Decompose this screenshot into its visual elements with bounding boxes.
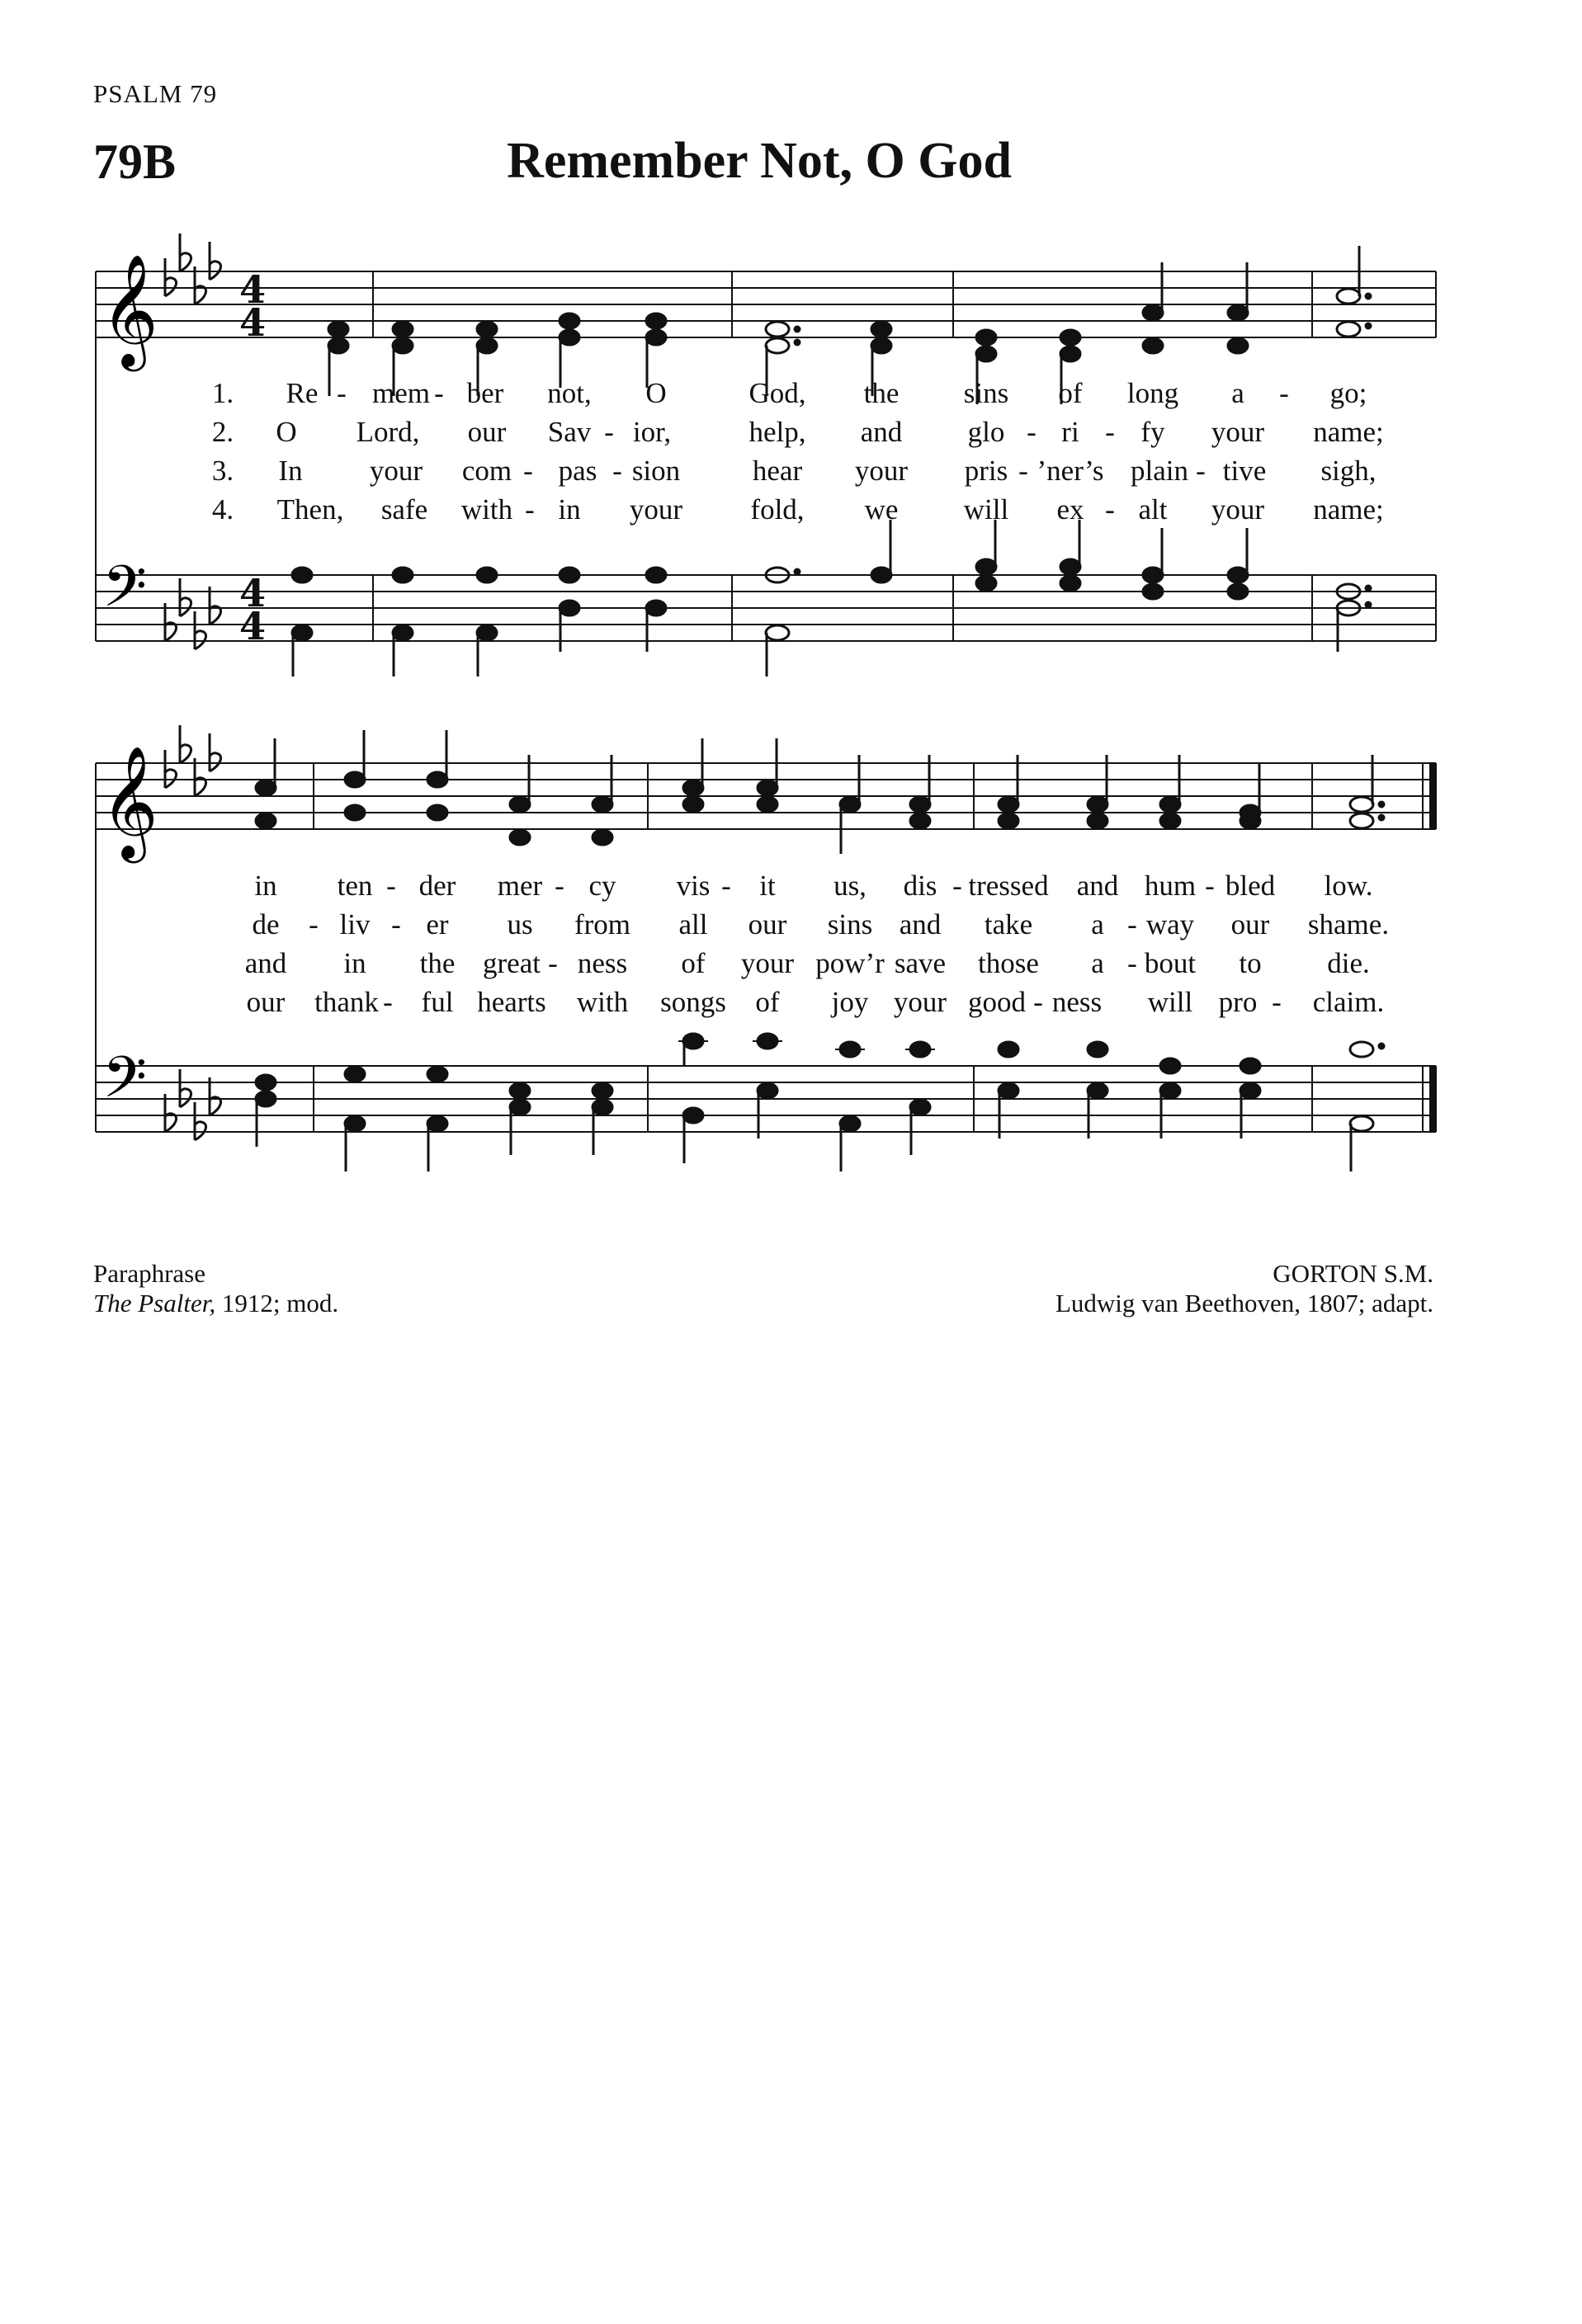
lyric-syllable: long <box>1126 377 1179 409</box>
lyric-syllable: we <box>864 493 899 526</box>
text-source-date: 1912; mod. <box>215 1289 339 1318</box>
lyric-syllable: in <box>558 493 581 526</box>
composer-credit: Ludwig van Beethoven, 1807; adapt. <box>1055 1289 1433 1318</box>
lyric-syllable: a <box>1231 377 1244 409</box>
lyric-syllable: mer <box>497 870 543 902</box>
hymn-title: Remember Not, O God <box>507 133 1012 189</box>
lyric-syllable: O <box>276 416 297 448</box>
lyric-syllable: dis <box>903 870 937 902</box>
lyric-syllable: not, <box>547 377 592 409</box>
system-2 <box>96 725 1437 1171</box>
lyric-syllable: - <box>523 455 533 487</box>
lyric-syllable: help, <box>748 416 806 448</box>
svg-text:4: 4 <box>239 571 267 615</box>
lyric-syllable: - <box>1196 455 1206 487</box>
text-type: Paraphrase <box>93 1259 205 1288</box>
lyric-syllable: com <box>461 455 512 487</box>
bass-clef-icon: 𝄢 <box>102 1044 148 1124</box>
bass-notes <box>256 1034 1384 1171</box>
lyric-syllable: - <box>1205 870 1215 902</box>
lyric-syllable: sins <box>963 377 1009 409</box>
lyric-syllable: will <box>963 493 1009 526</box>
lyric-syllable: your <box>369 455 423 487</box>
lyric-syllable: will <box>1147 986 1193 1018</box>
time-signature <box>239 267 266 648</box>
treble-notes <box>256 730 1384 854</box>
lyric-syllable: Re <box>286 377 319 409</box>
lyric-syllable: pas <box>558 455 597 487</box>
lyric-syllable: our <box>1230 908 1270 940</box>
lyric-syllable: good <box>968 986 1026 1018</box>
lyric-syllable: in <box>254 870 277 902</box>
lyric-syllable: save <box>894 947 947 979</box>
lyrics-system-1 <box>212 377 1384 526</box>
lyric-syllable: our <box>467 416 507 448</box>
lyric-syllable: God, <box>748 377 806 409</box>
lyric-syllable: of <box>1058 377 1083 409</box>
lyric-syllable: and <box>1076 870 1119 902</box>
lyric-syllable: us <box>507 908 533 940</box>
lyric-syllable: thank <box>314 986 379 1018</box>
lyric-syllable: - <box>1105 416 1115 448</box>
lyric-syllable: bout <box>1144 947 1197 979</box>
psalm-label: PSALM 79 <box>93 79 218 108</box>
lyric-syllable: ri <box>1061 416 1079 448</box>
lyric-syllable: - <box>604 416 614 448</box>
lyric-syllable: liv <box>339 908 371 940</box>
lyric-syllable: 3. <box>211 455 234 487</box>
lyric-syllable: der <box>418 870 456 902</box>
lyric-syllable: claim. <box>1312 986 1385 1018</box>
svg-text:4: 4 <box>239 300 267 345</box>
lyric-syllable: your <box>1211 416 1265 448</box>
lyric-syllable: glo <box>967 416 1005 448</box>
lyric-syllable: - <box>1279 377 1289 409</box>
lyric-syllable: - <box>1127 908 1137 940</box>
svg-text:4: 4 <box>239 267 267 312</box>
lyric-syllable: - <box>434 377 444 409</box>
lyric-syllable: shame. <box>1307 908 1390 940</box>
final-barline <box>1429 763 1437 1132</box>
lyric-syllable: pro <box>1218 986 1258 1018</box>
lyric-syllable: a <box>1091 947 1104 979</box>
lyric-syllable: fold, <box>750 493 805 526</box>
lyric-syllable: O <box>645 377 667 409</box>
lyric-syllable: Sav <box>547 416 592 448</box>
lyric-syllable: those <box>978 947 1039 979</box>
lyric-syllable: sion <box>631 455 681 487</box>
lyric-syllable: of <box>755 986 780 1018</box>
lyric-syllable: cy <box>588 870 616 902</box>
lyric-syllable: it <box>759 870 776 902</box>
lyric-syllable: and <box>244 947 287 979</box>
key-signature-flats-treble <box>165 233 221 304</box>
lyric-syllable: in <box>343 947 366 979</box>
lyric-syllable: us, <box>834 870 867 902</box>
lyric-syllable: - <box>1127 947 1137 979</box>
lyric-syllable: - <box>525 493 535 526</box>
lyric-syllable: and <box>899 908 942 940</box>
tune-name: GORTON S.M. <box>1273 1259 1433 1288</box>
lyric-syllable: vis <box>676 870 711 902</box>
lyric-syllable: hum <box>1144 870 1197 902</box>
key-signature-flats-bass <box>165 1069 221 1140</box>
lyric-syllable: - <box>1018 455 1028 487</box>
lyric-syllable: de <box>252 908 280 940</box>
lyric-syllable: fy <box>1140 416 1165 448</box>
lyric-syllable: low. <box>1324 870 1373 902</box>
lyric-syllable: your <box>740 947 795 979</box>
bass-notes <box>292 520 1371 676</box>
text-source <box>93 1289 338 1318</box>
lyric-syllable: ex <box>1056 493 1084 526</box>
lyric-syllable: with <box>576 986 629 1018</box>
lyric-syllable: - <box>952 870 962 902</box>
lyric-syllable: name; <box>1313 416 1384 448</box>
lyric-syllable: - <box>1272 986 1282 1018</box>
lyric-syllable: your <box>629 493 683 526</box>
treble-clef-icon: 𝄞 <box>101 252 158 366</box>
system-1 <box>96 233 1436 676</box>
key-signature-flats-treble <box>165 725 221 796</box>
lyric-syllable: go; <box>1329 377 1367 409</box>
lyric-syllable: 1. <box>211 377 234 409</box>
lyric-syllable: great <box>483 947 541 979</box>
lyric-syllable: our <box>748 908 787 940</box>
lyric-syllable: alt <box>1138 493 1168 526</box>
lyric-syllable: sins <box>827 908 873 940</box>
lyric-syllable: - <box>386 870 396 902</box>
text-source-title: The Psalter, <box>93 1289 216 1318</box>
lyric-syllable: way <box>1145 908 1195 940</box>
lyric-syllable: - <box>337 377 347 409</box>
lyric-syllable: your <box>854 455 909 487</box>
lyric-syllable: sigh, <box>1320 455 1377 487</box>
lyric-syllable: joy <box>831 986 869 1018</box>
lyric-syllable: ber <box>466 377 504 409</box>
hymn-number: 79B <box>93 134 177 189</box>
lyric-syllable: 4. <box>211 493 234 526</box>
lyric-syllable: er <box>426 908 449 940</box>
lyrics-system-2 <box>245 870 1389 1018</box>
lyric-syllable: all <box>678 908 708 940</box>
lyric-syllable: - <box>383 986 393 1018</box>
lyric-syllable: pris <box>964 455 1008 487</box>
key-signature-flats-bass <box>165 578 221 649</box>
lyric-syllable: a <box>1091 908 1104 940</box>
lyric-syllable: ful <box>421 986 454 1018</box>
treble-clef-icon: 𝄞 <box>101 744 158 858</box>
lyric-syllable: - <box>391 908 401 940</box>
lyric-syllable: 2. <box>211 416 234 448</box>
lyric-syllable: ior, <box>632 416 672 448</box>
lyric-syllable: to <box>1239 947 1262 979</box>
lyric-syllable: ten <box>337 870 373 902</box>
lyric-syllable: - <box>555 870 564 902</box>
lyric-syllable: ness <box>1051 986 1103 1018</box>
lyric-syllable: hear <box>752 455 803 487</box>
bass-clef-icon: 𝄢 <box>102 553 148 634</box>
lyric-syllable: - <box>1027 416 1037 448</box>
lyric-syllable: take <box>984 908 1033 940</box>
lyric-syllable: from <box>574 908 631 940</box>
lyric-syllable: - <box>721 870 731 902</box>
lyric-syllable: name; <box>1313 493 1384 526</box>
lyric-syllable: ’ner’s <box>1037 455 1104 487</box>
lyric-syllable: with <box>460 493 513 526</box>
lyric-syllable: bled <box>1225 870 1276 902</box>
lyric-syllable: die. <box>1327 947 1370 979</box>
lyric-syllable: - <box>309 908 319 940</box>
lyric-syllable: our <box>246 986 286 1018</box>
lyric-syllable: tive <box>1222 455 1267 487</box>
lyric-syllable: In <box>278 455 303 487</box>
lyric-syllable: songs <box>660 986 726 1018</box>
lyric-syllable: mem <box>372 377 430 409</box>
svg-text:4: 4 <box>239 604 267 648</box>
lyric-syllable: pow’r <box>815 947 885 979</box>
lyric-syllable: - <box>548 947 558 979</box>
lyric-syllable: safe <box>380 493 428 526</box>
lyric-syllable: plain <box>1131 455 1188 487</box>
lyric-syllable: the <box>863 377 900 409</box>
lyric-syllable: - <box>612 455 622 487</box>
lyric-syllable: Then, <box>276 493 344 526</box>
lyric-syllable: - <box>1105 493 1115 526</box>
lyric-syllable: ness <box>577 947 628 979</box>
lyric-syllable: Lord, <box>356 416 420 448</box>
lyric-syllable: hearts <box>477 986 546 1018</box>
lyric-syllable: the <box>419 947 456 979</box>
lyric-syllable: tressed <box>968 870 1049 902</box>
lyric-syllable: and <box>860 416 903 448</box>
lyric-syllable: your <box>1211 493 1265 526</box>
lyric-syllable: your <box>893 986 947 1018</box>
lyric-syllable: of <box>681 947 706 979</box>
lyric-syllable: - <box>1033 986 1043 1018</box>
